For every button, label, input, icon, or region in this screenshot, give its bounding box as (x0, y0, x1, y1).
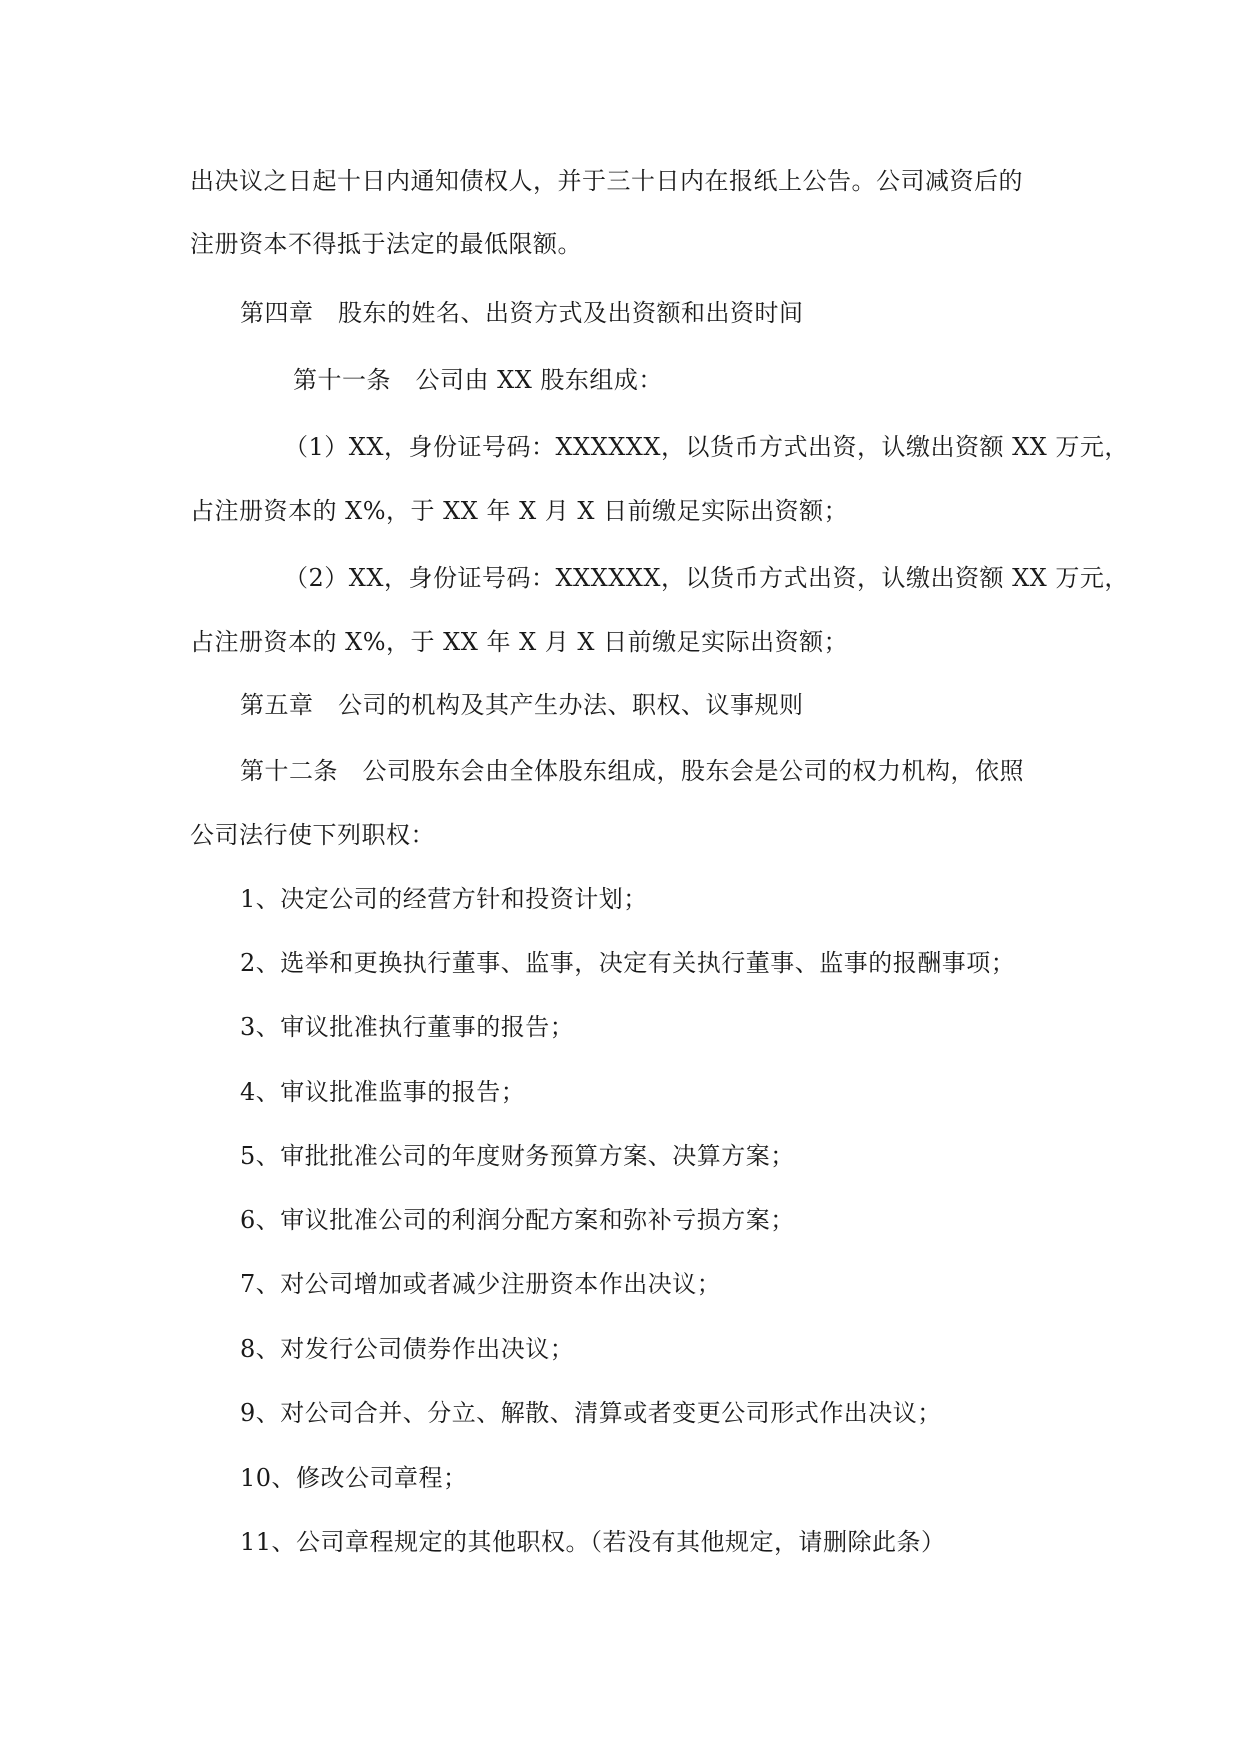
text-line: 第十二条 公司股东会由全体股东组成，股东会是公司的权力机构，依照 (240, 757, 1024, 785)
article-heading: 第十一条 公司由 XX 股东组成： (293, 366, 663, 394)
list-item: 4、审议批准监事的报告； (240, 1078, 526, 1106)
list-item: 6、审议批准公司的利润分配方案和弥补亏损方案； (240, 1206, 795, 1234)
list-item: 8、对发行公司债券作出决议； (240, 1335, 575, 1363)
text-line: 出决议之日起十日内通知债权人，并于三十日内在报纸上公告。公司减资后的 (190, 167, 1023, 195)
chapter-heading: 第五章 公司的机构及其产生办法、职权、议事规则 (240, 691, 804, 719)
text-line: 注册资本不得抵于法定的最低限额。 (190, 230, 582, 258)
list-item: 10、修改公司章程； (240, 1464, 468, 1492)
text-line: （1）XX，身份证号码：XXXXXX，以货币方式出资，认缴出资额 XX 万元， (284, 433, 1129, 461)
list-item: 11、公司章程规定的其他职权。（若没有其他规定，请删除此条） (240, 1528, 946, 1556)
list-item: 1、决定公司的经营方针和投资计划； (240, 885, 648, 913)
list-item: 5、审批批准公司的年度财务预算方案、决算方案； (240, 1142, 795, 1170)
chapter-heading: 第四章 股东的姓名、出资方式及出资额和出资时间 (240, 299, 804, 327)
list-item: 3、审议批准执行董事的报告； (240, 1013, 575, 1041)
text-line: 占注册资本的 X%，于 XX 年 X 月 X 日前缴足实际出资额； (190, 497, 849, 525)
list-item: 7、对公司增加或者减少注册资本作出决议； (240, 1270, 722, 1298)
list-item: 2、选举和更换执行董事、监事，决定有关执行董事、监事的报酬事项； (240, 949, 1016, 977)
text-line: （2）XX，身份证号码：XXXXXX，以货币方式出资，认缴出资额 XX 万元， (284, 564, 1129, 592)
text-line: 占注册资本的 X%，于 XX 年 X 月 X 日前缴足实际出资额； (190, 628, 849, 656)
list-item: 9、对公司合并、分立、解散、清算或者变更公司形式作出决议； (240, 1399, 942, 1427)
text-line: 公司法行使下列职权： (190, 821, 435, 849)
